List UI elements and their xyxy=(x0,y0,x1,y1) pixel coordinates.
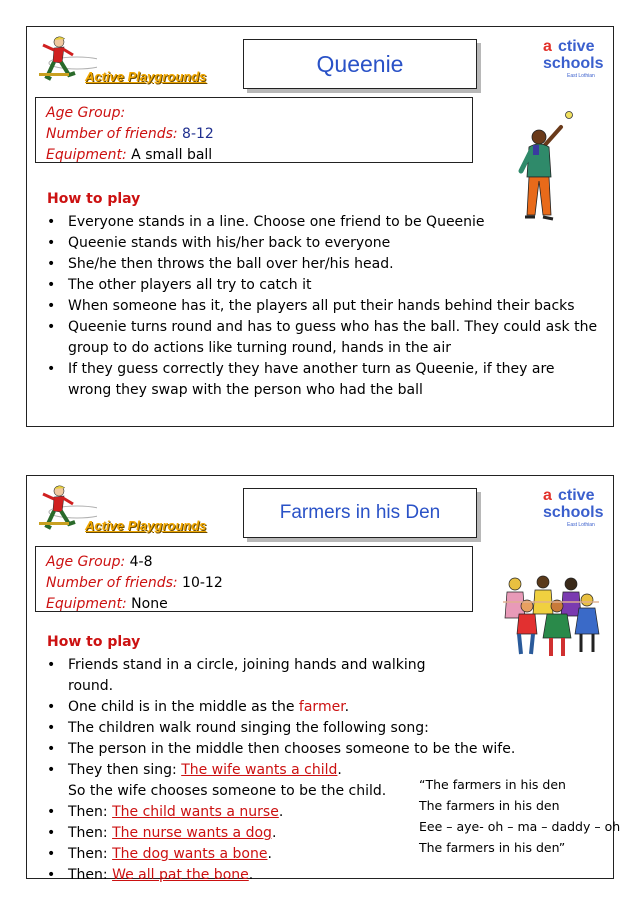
logo-text: Active Playgrounds xyxy=(85,518,207,533)
list-item xyxy=(47,760,447,781)
children-circle-illustration xyxy=(495,572,603,660)
step-text: Then: xyxy=(68,846,113,862)
song-line-link: The child wants a nurse xyxy=(112,804,279,820)
list-item xyxy=(47,823,447,844)
title-box xyxy=(243,39,477,89)
age-group-line xyxy=(46,103,472,124)
active-playgrounds-logo xyxy=(37,33,222,93)
list-item: • The person in the middle then chooses someone to be the wife. xyxy=(47,739,447,760)
friends-line xyxy=(46,573,472,594)
logo-word-schools: schools xyxy=(543,55,604,72)
step-punct: . xyxy=(344,699,350,715)
song-line: The farmers in his den xyxy=(419,798,560,813)
running-child-icon xyxy=(37,33,97,93)
list-item: • Everyone stands in a line. Choose one friend to be Queenie xyxy=(47,212,602,233)
age-group-label: Age Group: xyxy=(46,554,126,570)
list-item: • Queenie turns round and has to guess who has the ball. They could ask the group to do actions like turning round, hands in the air xyxy=(47,317,602,359)
title-box xyxy=(243,488,477,538)
list-item: • When someone has it, the players all put their hands behind their backs xyxy=(47,296,602,317)
list-item: • If they guess correctly they have another turn as Queenie, if they are wrong they swap with the person who had the ball xyxy=(47,359,602,401)
list-item xyxy=(47,697,447,718)
equipment-label: Equipment: xyxy=(46,147,127,163)
song-line-link: The dog wants a bone xyxy=(112,846,268,862)
step-text: Then: xyxy=(68,804,113,820)
farmers-card xyxy=(26,475,621,883)
logo-letter: a xyxy=(543,38,552,55)
step-punct: . xyxy=(278,804,284,820)
equipment-value: A small ball xyxy=(131,147,213,163)
list-item xyxy=(47,865,447,886)
active-playgrounds-logo xyxy=(37,482,222,542)
step-text: They then sing: xyxy=(68,762,182,778)
how-to-play-heading: How to play xyxy=(47,191,141,207)
list-item xyxy=(47,844,447,865)
song-line-link: The nurse wants a dog xyxy=(112,825,272,841)
list-item: • She/he then throws the ball over her/his head. xyxy=(47,254,602,275)
age-group-label: Age Group: xyxy=(46,105,126,121)
how-to-play-heading: How to play xyxy=(47,634,141,650)
list-item xyxy=(47,802,447,823)
friends-value: 8-12 xyxy=(182,126,214,142)
logo-region: East Lothian xyxy=(567,522,595,528)
step-text: One child is in the middle as the xyxy=(68,699,299,715)
game-title: Queenie xyxy=(316,50,404,77)
song-lyrics xyxy=(419,774,620,858)
logo-letter: a xyxy=(543,487,552,504)
step-punct: . xyxy=(267,846,272,862)
friends-label: Number of friends: xyxy=(46,575,178,591)
queenie-card xyxy=(26,26,614,427)
step-text: Then: xyxy=(68,825,113,841)
song-line-link: We all pat the bone xyxy=(112,867,249,883)
list-item: • Friends stand in a circle, joining hands and walking round. xyxy=(47,655,447,697)
age-group-line xyxy=(46,552,472,573)
active-schools-logo xyxy=(539,484,609,534)
running-child-icon xyxy=(37,482,97,542)
list-item: • The other players all try to catch it xyxy=(47,275,602,296)
info-box xyxy=(35,546,473,612)
game-title: Farmers in his Den xyxy=(279,502,441,523)
song-line: Eee – aye- oh – ma – daddy – oh xyxy=(419,819,621,834)
song-line: “The farmers in his den xyxy=(419,777,566,792)
step-punct: . xyxy=(248,867,254,883)
list-item-continuation: So the wife chooses someone to be the child. xyxy=(68,783,387,799)
friends-line xyxy=(46,124,472,145)
logo-region: East Lothian xyxy=(567,73,595,79)
logo-word-active: ctive xyxy=(558,487,595,504)
step-punct: . xyxy=(271,825,277,841)
step-punct: . xyxy=(337,762,342,778)
song-line: The farmers in his den” xyxy=(419,840,566,855)
child-throwing-ball-illustration xyxy=(517,107,585,227)
list-item: • Queenie stands with his/her back to everyone xyxy=(47,233,602,254)
friends-label: Number of friends: xyxy=(46,126,178,142)
info-box xyxy=(35,97,473,163)
logo-word-schools: schools xyxy=(543,504,604,521)
active-schools-logo xyxy=(539,35,609,85)
logo-text: Active Playgrounds xyxy=(85,69,207,84)
logo-word-active: ctive xyxy=(558,38,595,55)
step-highlight: farmer xyxy=(298,699,345,715)
equipment-line xyxy=(46,145,472,166)
equipment-value: None xyxy=(131,596,168,612)
step-text: Then: xyxy=(68,867,113,883)
steps-list xyxy=(47,212,602,401)
list-item: • The children walk round singing the following song: xyxy=(47,718,447,739)
friends-value: 10-12 xyxy=(182,575,223,591)
equipment-label: Equipment: xyxy=(46,596,127,612)
song-line-link: The wife wants a child xyxy=(181,762,338,778)
age-group-value: 4-8 xyxy=(129,554,153,570)
equipment-line xyxy=(46,594,472,615)
